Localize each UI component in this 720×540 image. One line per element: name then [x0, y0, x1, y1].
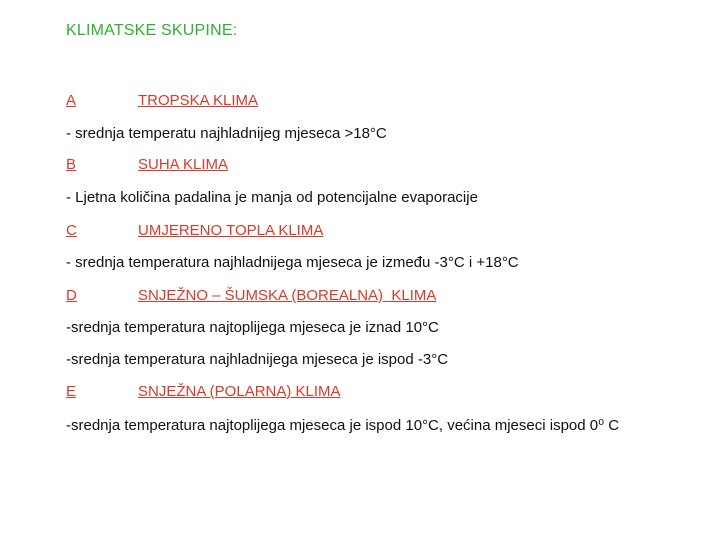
section-e-heading: [66, 383, 341, 400]
section-b-line-1: - Ljetna količina padalina je manja od potencijalne evaporacije: [66, 189, 478, 206]
section-d-letter: D: [66, 287, 77, 304]
section-a-letter: A: [66, 92, 77, 109]
section-d-line-2: -srednja temperatura najhladnijega mjeseca je ispod -3°C: [66, 351, 449, 368]
section-b-name: SUHA KLIMA: [138, 156, 229, 173]
section-a-line-1: - srednja temperatu najhladnijeg mjeseca >18°C: [66, 125, 387, 142]
section-a-name: TROPSKA KLIMA: [138, 92, 259, 109]
section-c-name: UMJERENO TOPLA KLIMA: [138, 222, 324, 239]
section-e-line-1: -srednja temperatura najtoplijega mjeseca je ispod 10°C, većina mjeseci ispod 0⁰ C: [66, 417, 620, 434]
section-d-name: SNJEŽNO – ŠUMSKA (BOREALNA) KLIMA: [138, 287, 437, 304]
section-d-heading: [66, 287, 436, 304]
section-c-heading: [66, 222, 323, 239]
section-e-name: SNJEŽNA (POLARNA) KLIMA: [138, 383, 341, 400]
section-c-letter: C: [66, 222, 77, 239]
page-title: KLIMATSKE SKUPINE:: [66, 22, 238, 39]
section-c-line-1: - srednja temperatura najhladnijega mjeseca je između -3°C i +18°C: [66, 254, 519, 271]
section-a-heading: [66, 92, 258, 109]
section-d-line-1: -srednja temperatura najtoplijega mjeseca je iznad 10°C: [66, 319, 439, 336]
section-b-heading: [66, 156, 228, 173]
section-b-letter: B: [66, 156, 77, 173]
section-e-letter: E: [66, 383, 77, 400]
